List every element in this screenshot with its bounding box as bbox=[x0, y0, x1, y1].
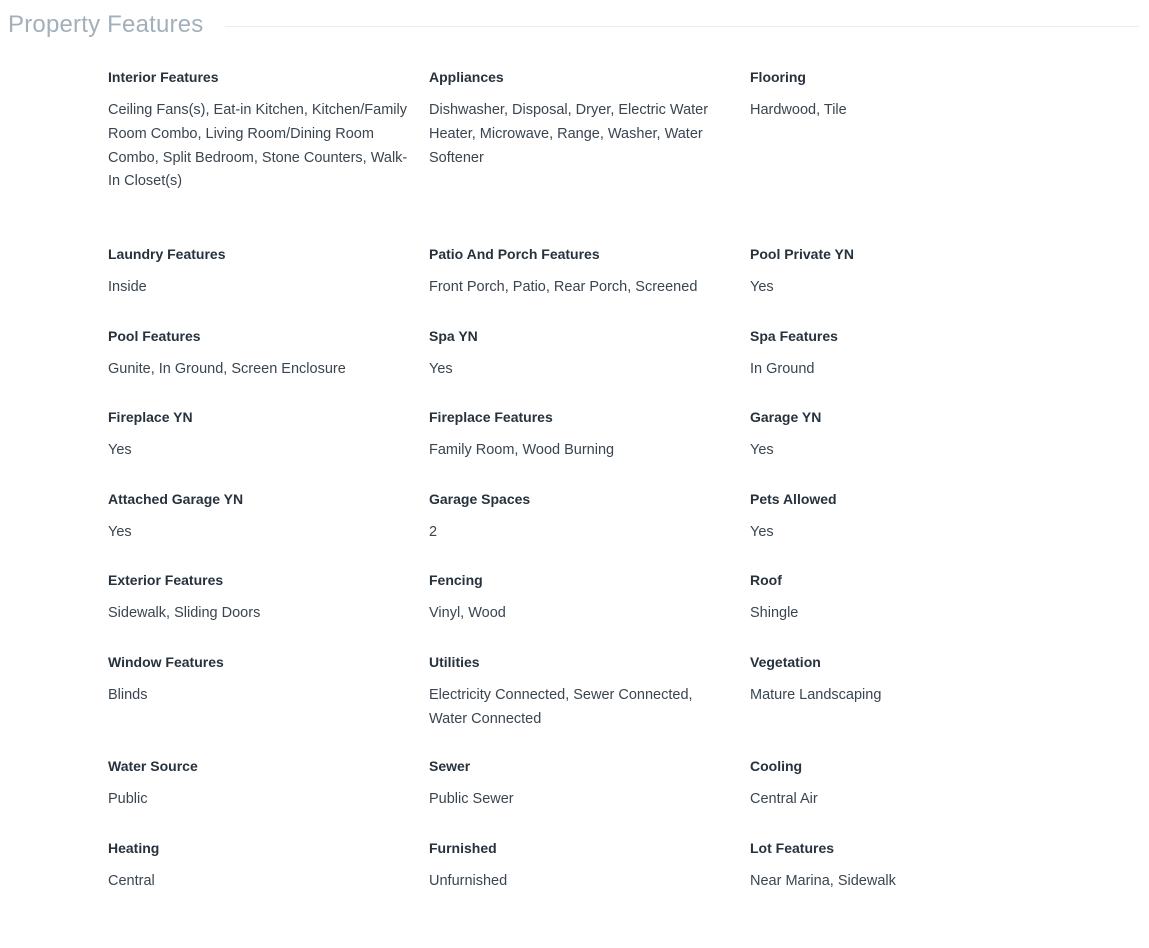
feature-label: Sewer bbox=[429, 758, 471, 774]
feature-value: Yes bbox=[750, 279, 774, 295]
feature-item bbox=[750, 408, 1070, 490]
feature-item bbox=[750, 653, 1070, 757]
feature-value: 2 bbox=[429, 524, 438, 540]
features-grid bbox=[108, 68, 1088, 921]
feature-item bbox=[108, 839, 428, 921]
feature-label: Spa YN bbox=[429, 328, 478, 344]
feature-item bbox=[108, 490, 428, 571]
feature-value: Family Room, Wood Burning bbox=[429, 442, 615, 458]
feature-item bbox=[429, 327, 749, 408]
feature-label: Attached Garage YN bbox=[108, 491, 244, 507]
feature-value: Public bbox=[108, 791, 148, 807]
feature-value: Central Air bbox=[750, 791, 818, 807]
feature-label: Garage Spaces bbox=[429, 491, 531, 507]
feature-value: Near Marina, Sidewalk bbox=[750, 873, 896, 889]
feature-value: Yes bbox=[750, 442, 774, 458]
feature-item bbox=[750, 68, 1070, 245]
feature-item bbox=[429, 571, 749, 653]
feature-label: Laundry Features bbox=[108, 246, 226, 262]
feature-item bbox=[108, 408, 428, 490]
feature-label: Spa Features bbox=[750, 328, 838, 344]
feature-value: Yes bbox=[108, 442, 132, 458]
feature-value: Shingle bbox=[750, 605, 799, 621]
feature-item bbox=[108, 327, 428, 408]
feature-item bbox=[750, 245, 1070, 327]
feature-value: Inside bbox=[108, 279, 147, 295]
feature-value: Yes bbox=[108, 524, 132, 540]
feature-label: Window Features bbox=[108, 654, 224, 670]
feature-value: Unfurnished bbox=[429, 873, 508, 889]
feature-item bbox=[750, 571, 1070, 653]
feature-label: Lot Features bbox=[750, 840, 835, 856]
feature-item bbox=[429, 757, 749, 839]
feature-value: Vinyl, Wood bbox=[429, 605, 506, 621]
feature-label: Garage YN bbox=[750, 409, 822, 425]
feature-label: Pets Allowed bbox=[750, 491, 837, 507]
feature-label: Heating bbox=[108, 840, 160, 856]
feature-item bbox=[429, 245, 749, 327]
feature-item bbox=[108, 653, 428, 757]
feature-value: Mature Landscaping bbox=[750, 687, 882, 703]
feature-item bbox=[429, 408, 749, 490]
feature-item bbox=[750, 839, 1070, 921]
feature-value: Ceiling Fans(s), Eat-in Kitchen, Kitchen/Family Room Combo, Living Room/Dining Room Combo, Split Bedroom, Stone Counters, Walk-In Closet(s) bbox=[108, 102, 408, 190]
feature-value: Sidewalk, Sliding Doors bbox=[108, 605, 261, 621]
feature-value: In Ground bbox=[750, 361, 815, 377]
feature-item bbox=[108, 757, 428, 839]
feature-value: Electricity Connected, Sewer Connected, Water Connected bbox=[429, 687, 693, 727]
feature-item bbox=[750, 490, 1070, 571]
feature-item bbox=[429, 490, 749, 571]
section-divider bbox=[225, 26, 1139, 27]
feature-value: Yes bbox=[429, 361, 453, 377]
feature-label: Water Source bbox=[108, 758, 198, 774]
feature-label: Roof bbox=[750, 572, 782, 588]
feature-value: Blinds bbox=[108, 687, 148, 703]
feature-label: Cooling bbox=[750, 758, 803, 774]
section-title: Property Features bbox=[8, 11, 204, 38]
feature-label: Furnished bbox=[429, 840, 497, 856]
feature-label: Appliances bbox=[429, 69, 504, 85]
feature-label: Utilities bbox=[429, 654, 480, 670]
feature-label: Fireplace Features bbox=[429, 409, 553, 425]
feature-label: Fireplace YN bbox=[108, 409, 193, 425]
feature-item bbox=[750, 327, 1070, 408]
feature-label: Flooring bbox=[750, 69, 806, 85]
feature-label: Exterior Features bbox=[108, 572, 224, 588]
feature-item bbox=[429, 839, 749, 921]
feature-item bbox=[108, 68, 428, 245]
feature-item bbox=[750, 757, 1070, 839]
feature-value: Dishwasher, Disposal, Dryer, Electric Water Heater, Microwave, Range, Washer, Water Softener bbox=[429, 102, 709, 166]
feature-label: Pool Features bbox=[108, 328, 201, 344]
feature-item bbox=[108, 571, 428, 653]
feature-label: Patio And Porch Features bbox=[429, 246, 600, 262]
feature-value: Public Sewer bbox=[429, 791, 514, 807]
section-header bbox=[8, 8, 1139, 42]
feature-label: Pool Private YN bbox=[750, 246, 855, 262]
feature-value: Hardwood, Tile bbox=[750, 102, 847, 118]
feature-label: Fencing bbox=[429, 572, 483, 588]
feature-value: Front Porch, Patio, Rear Porch, Screened bbox=[429, 279, 698, 295]
feature-label: Interior Features bbox=[108, 69, 219, 85]
feature-value: Yes bbox=[750, 524, 774, 540]
feature-value: Gunite, In Ground, Screen Enclosure bbox=[108, 361, 346, 377]
feature-label: Vegetation bbox=[750, 654, 821, 670]
feature-item bbox=[108, 245, 428, 327]
feature-value: Central bbox=[108, 873, 155, 889]
feature-item bbox=[429, 653, 749, 757]
feature-item bbox=[429, 68, 749, 245]
